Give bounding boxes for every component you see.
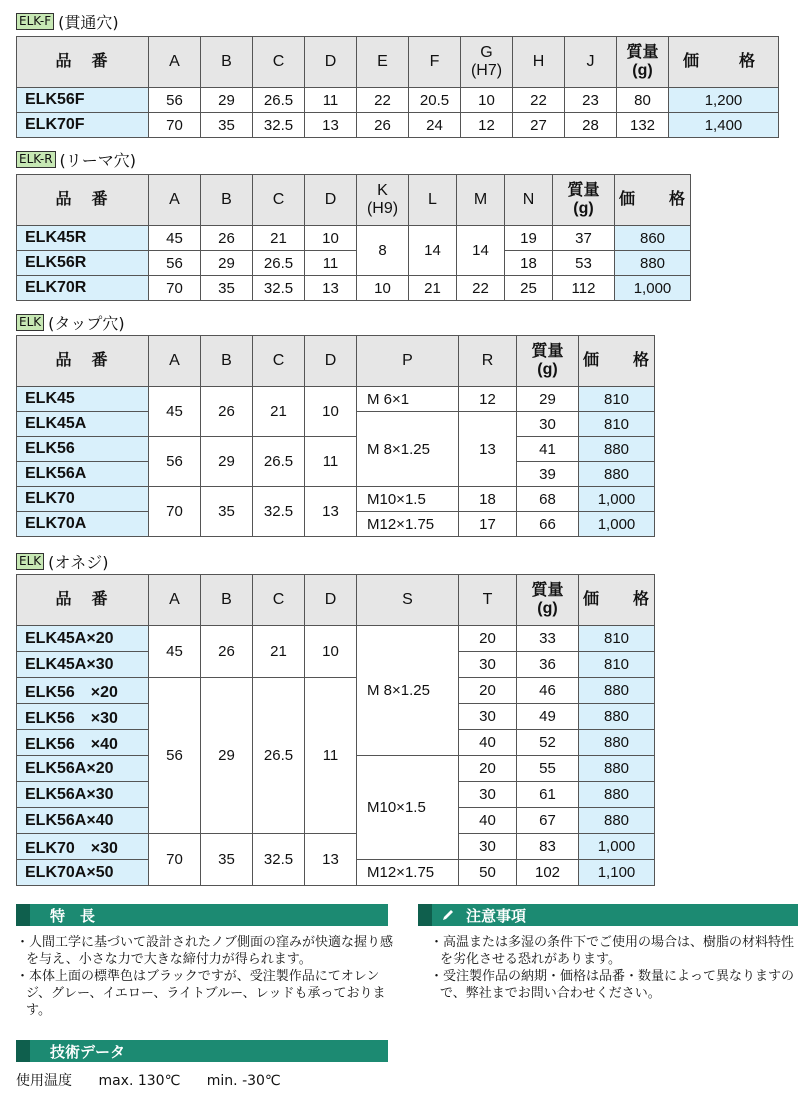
- price-cell: 810: [579, 412, 655, 437]
- cautions-list: [430, 934, 800, 1002]
- header-d: D: [305, 575, 357, 626]
- header-weight-unit: (g): [537, 600, 558, 617]
- cell: 45: [149, 226, 201, 251]
- header-j: J: [565, 37, 617, 88]
- cell: 112: [553, 276, 615, 301]
- cell: 21: [253, 626, 305, 678]
- section-subtitle: (オネジ): [48, 552, 109, 572]
- cell: 39: [517, 462, 579, 487]
- list-item: ・受注製作品の納期・価格は品番・数量によって異なりますので、弊社までお問い合わせください。: [430, 969, 795, 1001]
- table-row: [17, 678, 655, 704]
- part-number: ELK45R: [17, 226, 149, 251]
- cell: 33: [517, 626, 579, 652]
- cautions-title: 注意事項: [466, 906, 527, 925]
- spec-max: max. 130℃: [98, 1073, 181, 1089]
- header-price-2: 格: [633, 591, 650, 608]
- table-row: [17, 251, 691, 276]
- section-title-elk-r: [16, 148, 136, 170]
- cell: 30: [459, 782, 517, 808]
- cell: 66: [517, 512, 579, 537]
- part-number: ELK70A×50: [17, 860, 149, 886]
- header-a: A: [149, 336, 201, 387]
- cell: 70: [149, 113, 201, 138]
- price-cell: 880: [579, 437, 655, 462]
- header-part: 品 番: [17, 175, 149, 226]
- header-price: [579, 336, 655, 387]
- header-g-tol: (H7): [470, 62, 503, 79]
- price-cell: 880: [579, 782, 655, 808]
- cell: 19: [505, 226, 553, 251]
- cell: 56: [149, 437, 201, 487]
- part-number: ELK70: [17, 487, 149, 512]
- cell: 21: [253, 226, 305, 251]
- header-b: B: [201, 37, 253, 88]
- price-cell: 860: [615, 226, 691, 251]
- cell: 13: [305, 487, 357, 537]
- table-row: [17, 487, 655, 512]
- table-elk-stud: [16, 574, 655, 886]
- cell: 10: [305, 387, 357, 437]
- cell: 10: [305, 626, 357, 678]
- cell: M 8×1.25: [357, 412, 459, 487]
- cell: 70: [149, 834, 201, 886]
- section-subtitle: (タップ穴): [48, 313, 125, 333]
- cell: 26.5: [253, 88, 305, 113]
- table-row: [17, 226, 691, 251]
- cell: 40: [459, 808, 517, 834]
- header-price-2: 格: [739, 53, 756, 70]
- cell: 55: [517, 756, 579, 782]
- header-weight-label: 質量: [531, 582, 564, 599]
- cell: 29: [201, 251, 253, 276]
- header-c: C: [253, 175, 305, 226]
- cell: 29: [517, 387, 579, 412]
- header-weight-unit: (g): [573, 200, 594, 217]
- cell: M10×1.5: [357, 487, 459, 512]
- cell: 49: [517, 704, 579, 730]
- part-number: ELK56 ×20: [17, 678, 149, 704]
- cell: 10: [305, 226, 357, 251]
- price-cell: 1,000: [579, 487, 655, 512]
- cell: M12×1.75: [357, 860, 459, 886]
- header-b: B: [201, 575, 253, 626]
- cell: 22: [357, 88, 409, 113]
- header-p: P: [357, 336, 459, 387]
- techdata-title: 技術データ: [50, 1042, 126, 1061]
- price-cell: 880: [579, 678, 655, 704]
- price-cell: 880: [579, 704, 655, 730]
- cell: 20: [459, 626, 517, 652]
- cell: 27: [513, 113, 565, 138]
- cell: 30: [459, 834, 517, 860]
- header-b: B: [201, 336, 253, 387]
- cell: 45: [149, 387, 201, 437]
- header-weight-label: 質量: [626, 44, 659, 61]
- cell: 10: [461, 88, 513, 113]
- part-number: ELK70R: [17, 276, 149, 301]
- pencil-icon: [440, 907, 456, 923]
- header-c: C: [253, 575, 305, 626]
- header-t: T: [459, 575, 517, 626]
- part-number: ELK45A: [17, 412, 149, 437]
- header-a: A: [149, 575, 201, 626]
- cell: M10×1.5: [357, 756, 459, 860]
- price-cell: 810: [579, 626, 655, 652]
- cell: M 6×1: [357, 387, 459, 412]
- part-number: ELK70A: [17, 512, 149, 537]
- cell: 56: [149, 678, 201, 834]
- cell: 56: [149, 251, 201, 276]
- part-number: ELK56: [17, 437, 149, 462]
- cell: 11: [305, 88, 357, 113]
- price-cell: 880: [615, 251, 691, 276]
- price-cell: 810: [579, 387, 655, 412]
- header-k-tol: (H9): [366, 200, 399, 217]
- header-c: C: [253, 37, 305, 88]
- cell: 56: [149, 88, 201, 113]
- table-row: [17, 834, 655, 860]
- price-cell: 880: [579, 730, 655, 756]
- section-title-elk-stud: [16, 550, 108, 572]
- cell: 52: [517, 730, 579, 756]
- header-price: [615, 175, 691, 226]
- header-weight: [517, 336, 579, 387]
- header-weight: [517, 575, 579, 626]
- header-weight: [617, 37, 669, 88]
- header-price-1: 価: [583, 352, 600, 369]
- cell: 13: [305, 834, 357, 886]
- header-g: [461, 37, 513, 88]
- spec-min: min. -30℃: [206, 1073, 281, 1089]
- cell: 26.5: [253, 678, 305, 834]
- price-cell: 1,000: [615, 276, 691, 301]
- table-row: [17, 437, 655, 462]
- header-price-1: 価: [683, 53, 700, 70]
- cell: 13: [305, 113, 357, 138]
- header-m: M: [457, 175, 505, 226]
- part-number: ELK56A: [17, 462, 149, 487]
- price-cell: 1,100: [579, 860, 655, 886]
- cell: 25: [505, 276, 553, 301]
- price-cell: 1,400: [669, 113, 779, 138]
- cell: 20: [459, 678, 517, 704]
- cell: 80: [617, 88, 669, 113]
- cell: 32.5: [253, 276, 305, 301]
- part-number: ELK56A×40: [17, 808, 149, 834]
- section-subtitle: (貫通穴): [58, 12, 119, 32]
- list-item: ・人間工学に基づいて設計されたノブ側面の窪みが快適な握り感を与え、小さな力で大きな締付力が得られます。: [16, 935, 394, 967]
- series-tag: ELK-F: [16, 13, 54, 30]
- header-part: 品 番: [17, 37, 149, 88]
- features-title: 特 長: [50, 906, 96, 925]
- cell: 26: [201, 387, 253, 437]
- cell: M 8×1.25: [357, 626, 459, 756]
- cell: 26.5: [253, 251, 305, 276]
- table-row: [17, 626, 655, 652]
- cell: 11: [305, 678, 357, 834]
- cell: 26.5: [253, 437, 305, 487]
- header-l: L: [409, 175, 457, 226]
- header-d: D: [305, 37, 357, 88]
- cell: 26: [201, 626, 253, 678]
- cell: 32.5: [253, 487, 305, 537]
- part-number: ELK45A×20: [17, 626, 149, 652]
- cell: 70: [149, 487, 201, 537]
- techdata-spec: [16, 1070, 303, 1090]
- part-number: ELK56R: [17, 251, 149, 276]
- cell: 8: [357, 226, 409, 276]
- cell: 30: [459, 704, 517, 730]
- header-h: H: [513, 37, 565, 88]
- cell: 28: [565, 113, 617, 138]
- header-part: 品 番: [17, 575, 149, 626]
- price-cell: 1,200: [669, 88, 779, 113]
- cell: 22: [457, 276, 505, 301]
- cell: 23: [565, 88, 617, 113]
- cell: 11: [305, 251, 357, 276]
- cell: 35: [201, 487, 253, 537]
- header-k: [357, 175, 409, 226]
- price-cell: 880: [579, 462, 655, 487]
- header-weight-label: 質量: [531, 343, 564, 360]
- cell: 12: [461, 113, 513, 138]
- cell: 13: [305, 276, 357, 301]
- cell: 26: [201, 226, 253, 251]
- series-tag: ELK: [16, 553, 44, 570]
- header-price-1: 価: [619, 191, 636, 208]
- list-item: ・高温または多湿の条件下でご使用の場合は、樹脂の材料特性を劣化させる恐れがあります。: [430, 935, 795, 967]
- spec-label: 使用温度: [16, 1073, 72, 1089]
- cell: 24: [409, 113, 461, 138]
- cell: 83: [517, 834, 579, 860]
- header-n: N: [505, 175, 553, 226]
- header-a: A: [149, 175, 201, 226]
- table-row: [17, 113, 779, 138]
- series-tag: ELK-R: [16, 151, 56, 168]
- cautions-header: [418, 904, 798, 926]
- part-number: ELK56A×30: [17, 782, 149, 808]
- part-number: ELK56A×20: [17, 756, 149, 782]
- header-e: E: [357, 37, 409, 88]
- price-cell: 880: [579, 756, 655, 782]
- cell: 32.5: [253, 834, 305, 886]
- table-elk-r: [16, 174, 691, 301]
- cell: 10: [357, 276, 409, 301]
- part-number: ELK70 ×30: [17, 834, 149, 860]
- cell: 36: [517, 652, 579, 678]
- header-weight-unit: (g): [537, 361, 558, 378]
- cell: 17: [459, 512, 517, 537]
- cell: 14: [457, 226, 505, 276]
- cell: 22: [513, 88, 565, 113]
- header-price: [579, 575, 655, 626]
- cell: 18: [459, 487, 517, 512]
- list-item: ・本体上面の標準色はブラックですが、受注製作品にてオレンジ、グレー、イエロー、ライトブルー、レッドも承っております。: [16, 969, 386, 1018]
- cell: 132: [617, 113, 669, 138]
- price-cell: 810: [579, 652, 655, 678]
- cell: 35: [201, 834, 253, 886]
- cell: 29: [201, 678, 253, 834]
- cell: 35: [201, 276, 253, 301]
- cell: M12×1.75: [357, 512, 459, 537]
- cell: 26: [357, 113, 409, 138]
- cell: 102: [517, 860, 579, 886]
- techdata-header: [16, 1040, 388, 1062]
- cell: 29: [201, 437, 253, 487]
- table-header: [17, 175, 691, 226]
- part-number: ELK56F: [17, 88, 149, 113]
- part-number: ELK45A×30: [17, 652, 149, 678]
- cell: 21: [409, 276, 457, 301]
- price-cell: 880: [579, 808, 655, 834]
- table-header: [17, 37, 779, 88]
- table-header: [17, 575, 655, 626]
- cell: 45: [149, 626, 201, 678]
- header-weight: [553, 175, 615, 226]
- table-header: [17, 336, 655, 387]
- cell: 40: [459, 730, 517, 756]
- part-number: ELK45: [17, 387, 149, 412]
- table-row: [17, 276, 691, 301]
- table-row: [17, 387, 655, 412]
- header-price-2: 格: [633, 352, 650, 369]
- part-number: ELK56 ×40: [17, 730, 149, 756]
- cell: 68: [517, 487, 579, 512]
- cell: 21: [253, 387, 305, 437]
- cell: 14: [409, 226, 457, 276]
- features-header: [16, 904, 388, 926]
- header-r: R: [459, 336, 517, 387]
- cell: 12: [459, 387, 517, 412]
- cell: 32.5: [253, 113, 305, 138]
- table-elk-f: [16, 36, 779, 138]
- cell: 70: [149, 276, 201, 301]
- header-b: B: [201, 175, 253, 226]
- section-title-elk-f: [16, 10, 119, 32]
- cell: 29: [201, 88, 253, 113]
- part-number: ELK70F: [17, 113, 149, 138]
- cell: 61: [517, 782, 579, 808]
- cell: 37: [553, 226, 615, 251]
- cell: 20: [459, 756, 517, 782]
- header-part: 品 番: [17, 336, 149, 387]
- header-price-1: 価: [583, 591, 600, 608]
- table-row: [17, 88, 779, 113]
- header-d: D: [305, 336, 357, 387]
- price-cell: 1,000: [579, 512, 655, 537]
- features-list: [16, 934, 396, 1019]
- cell: 41: [517, 437, 579, 462]
- part-number: ELK56 ×30: [17, 704, 149, 730]
- cell: 11: [305, 437, 357, 487]
- header-d: D: [305, 175, 357, 226]
- price-cell: 1,000: [579, 834, 655, 860]
- header-g-label: G: [480, 44, 493, 61]
- header-s: S: [357, 575, 459, 626]
- header-weight-unit: (g): [632, 62, 653, 79]
- cell: 67: [517, 808, 579, 834]
- header-weight-label: 質量: [567, 182, 600, 199]
- cell: 50: [459, 860, 517, 886]
- section-title-elk-tap: [16, 311, 125, 333]
- cell: 35: [201, 113, 253, 138]
- series-tag: ELK: [16, 314, 44, 331]
- cell: 30: [517, 412, 579, 437]
- header-f: F: [409, 37, 461, 88]
- header-c: C: [253, 336, 305, 387]
- cell: 30: [459, 652, 517, 678]
- table-elk-tap: [16, 335, 655, 537]
- header-price-2: 格: [669, 191, 686, 208]
- cell: 20.5: [409, 88, 461, 113]
- cell: 18: [505, 251, 553, 276]
- cell: 46: [517, 678, 579, 704]
- header-a: A: [149, 37, 201, 88]
- cell: 13: [459, 412, 517, 487]
- header-k-label: K: [377, 182, 388, 199]
- cell: 53: [553, 251, 615, 276]
- header-price: [669, 37, 779, 88]
- section-subtitle: (リーマ穴): [59, 150, 137, 170]
